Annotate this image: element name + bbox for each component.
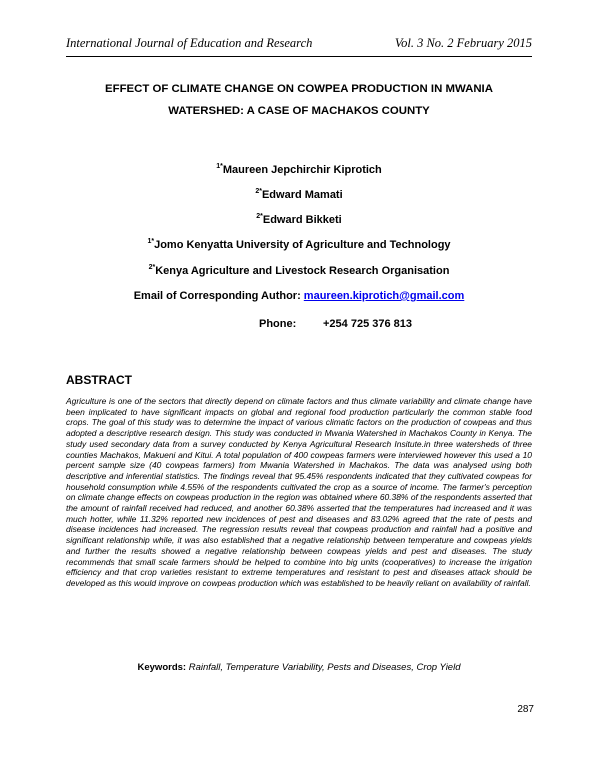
affiliation-2-marker: 2* [148, 264, 156, 271]
author-1-name: Maureen Jepchirchir Kiprotich [222, 164, 382, 176]
volume-issue: Vol. 3 No. 2 February 2015 [394, 36, 532, 50]
email-label: Email of Corresponding Author: [133, 290, 304, 302]
author-3-name: Edward Bikketi [262, 214, 342, 226]
phone-label: Phone: [259, 318, 297, 330]
keywords-label: Keywords: [137, 662, 187, 673]
title-line-2: WATERSHED: A CASE OF MACHAKOS COUNTY [168, 105, 430, 117]
author-2-name: Edward Mamati [261, 189, 343, 201]
title-line-1: EFFECT OF CLIMATE CHANGE ON COWPEA PRODUCTION IN MWANIA [105, 83, 493, 95]
author-1-marker: 1* [216, 163, 223, 170]
affiliation-2 [66, 264, 532, 277]
author-3-marker: 2* [256, 213, 263, 220]
affiliation-1 [66, 238, 532, 251]
affiliation-1-marker: 1* [147, 238, 155, 245]
header-divider [66, 56, 532, 57]
paper-title [66, 78, 532, 122]
email-link[interactable]: maureen.kiprotich@gmail.com [303, 290, 465, 302]
phone-number: +254 725 376 813 [323, 318, 413, 330]
author-2 [66, 188, 532, 201]
page-number: 287 [517, 704, 534, 715]
affiliation-2-name: Kenya Agriculture and Livestock Research Organisation [155, 265, 450, 277]
abstract-text: Agriculture is one of the sectors that directly depend on climate factors and thus climate variability and climate change have been implicated to have significant impacts on global and regional food production particularly the common stable food crops. The goal of this study was to determine the impact of various climatic factors on the production of cowpeas and thus adopted a descriptive research design. This study was conducted in Mwania Watershed in Machakos County in Kenya. The study used secondary data from a survey conducted by Kenya Agricultural Research Insitute.in three watersheds of three counties Machakos, Makueni and Kitui. A total population of 400 cowpeas farmers were interviewed however this used a 10 percent sample size (40 cowpeas farmers) from Mwania Watershed in Machakos. The data was analysed using both descriptive and inferential statistics. The findings reveal that 95.45% respondents indicated that they cultivated cowpeas for household consumption while 4.55% of the respondents cultivated the crop as a source of income. The farmer's perception on climate change effects on cowpeas production in the region was obtained where 60.38% of the respondents asserted that the amount of rainfall received had reduced, and another 60.38% asserted that the temperatures had increased and it was much hotter, while 11.32% reported new incidences of pest and diseases and 83.02% agreed that the rate of pests and disease incidences had increased. The regression results reveal that cowpeas production and rainfall had a positive and significant relationship while, it was also established that a negative relationship between temperature and cowpeas yields and further the results showed a negative relationship between cowpeas yields and pest and diseases. The study recommends that small scale farmers should be helped to combine into big units (cooperatives) to increase the irrigation efficiency and that crop varieties resistant to extreme temperatures and resistant to pest and diseases attack should be developed as this would improve on cowpeas production which was established to be heavily reliant on availability of rainfall. [66, 396, 532, 588]
author-1 [66, 163, 532, 176]
running-header [66, 36, 532, 56]
corresponding-author [66, 290, 532, 302]
keywords-list: Rainfall, Temperature Variability, Pests and Diseases, Crop Yield [186, 662, 461, 673]
affiliation-1-name: Jomo Kenyatta University of Agriculture and Technology [154, 239, 451, 251]
abstract-heading: ABSTRACT [66, 373, 132, 387]
author-3 [66, 213, 532, 226]
journal-name: International Journal of Education and Research [66, 36, 313, 50]
author-2-marker: 2* [255, 188, 262, 195]
keywords [66, 662, 532, 673]
